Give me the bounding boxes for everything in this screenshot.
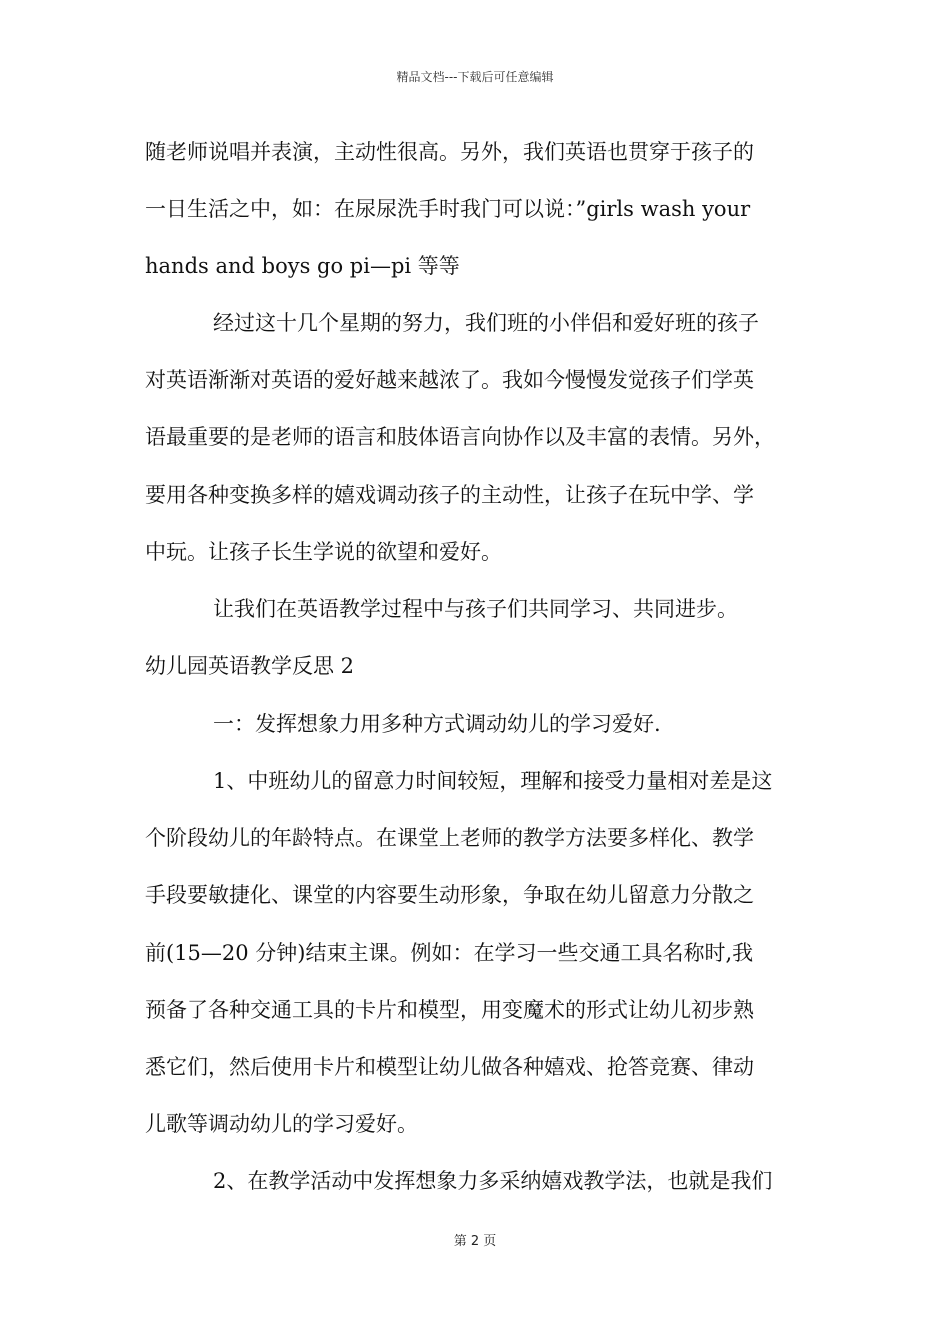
body-line: 要用各种变换多样的嬉戏调动孩子的主动性，让孩子在玩中学、学: [145, 483, 754, 507]
body-line: 随老师说唱并表演，主动性很高。另外，我们英语也贯穿于孩子的: [145, 140, 754, 164]
body-line: 一日生活之中，如：在尿尿洗手时我门可以说：”girls wash your: [145, 197, 751, 221]
paragraph-start-line: 2、在教学活动中发挥想象力多采纳嬉戏教学法，也就是我们: [213, 1169, 773, 1193]
body-line: hands and boys go pi—pi 等等: [145, 254, 460, 278]
section-heading: 幼儿园英语教学反思 2: [145, 654, 355, 678]
page-number: 第 2 页: [453, 1234, 497, 1249]
body-line: 儿歌等调动幼儿的学习爱好。: [145, 1112, 418, 1136]
paragraph-start-line: 1、中班幼儿的留意力时间较短，理解和接受力量相对差是这: [213, 769, 773, 793]
paragraph-start-line: 经过这十几个星期的努力，我们班的小伴侣和爱好班的孩子: [213, 311, 759, 335]
body-line: 预备了各种交通工具的卡片和模型，用变魔术的形式让幼儿初步熟: [145, 998, 754, 1022]
body-line: 语最重要的是老师的语言和肢体语言向协作以及丰富的表情。另外，: [145, 425, 775, 449]
page-header: 精品文档---下载后可任意编辑: [396, 70, 554, 84]
body-line: 中玩。让孩子长生学说的欲望和爱好。: [145, 540, 502, 564]
body-line: 对英语渐渐对英语的爱好越来越浓了。我如今慢慢发觉孩子们学英: [145, 368, 754, 392]
body-line: 个阶段幼儿的年龄特点。在课堂上老师的教学方法要多样化、教学: [145, 826, 754, 850]
subheading: 一：发挥想象力用多种方式调动幼儿的学习爱好.: [213, 712, 661, 736]
paragraph-start-line: 让我们在英语教学过程中与孩子们共同学习、共同进步。: [213, 597, 738, 621]
body-line: 前(15—20 分钟)结束主课。例如：在学习一些交通工具名称时,我: [145, 941, 754, 965]
body-line: 悉它们，然后使用卡片和模型让幼儿做各种嬉戏、抢答竞赛、律动: [145, 1055, 754, 1079]
body-line: 手段要敏捷化、课堂的内容要生动形象，争取在幼儿留意力分散之: [145, 883, 754, 907]
